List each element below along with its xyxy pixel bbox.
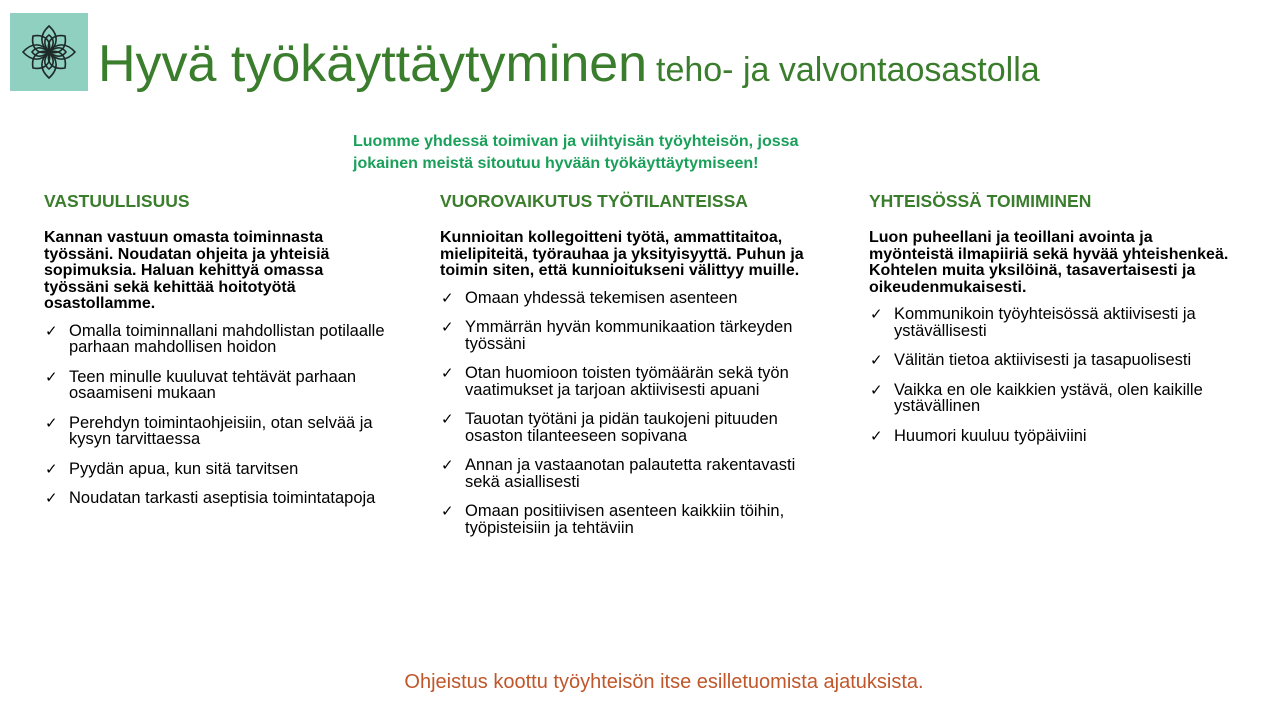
list-item — [440, 365, 815, 398]
check-icon: ✓ — [45, 489, 58, 507]
logo — [10, 13, 88, 91]
check-icon: ✓ — [45, 413, 58, 432]
ornamental-flower-icon — [10, 13, 88, 91]
column-vastuullisuus — [44, 190, 384, 520]
column-intro: Luon puheellani ja teoillani avointa ja myönteistä ilmapiiriä sekä hyvää yhteishenkeä. Kohtelen muita yksilöinä, tasavertaisesti ja oikeudenmukaisesti. — [869, 229, 1229, 296]
column-vuorovaikutus — [440, 190, 815, 549]
check-icon: ✓ — [441, 288, 454, 307]
list-item — [44, 323, 399, 356]
list-item — [440, 503, 815, 536]
footer-note: Ohjeistus koottu työyhteisön itse esilletuomista ajatuksista. — [404, 671, 924, 693]
list-item — [869, 306, 1239, 339]
list-item — [869, 352, 1239, 369]
list-item-text: Omalla toiminnallani mahdollistan potilaalle parhaan mahdollisen hoidon — [69, 321, 385, 356]
tagline-line-2: jokainen meistä sitoutuu hyvään työkäyttäytymiseen! — [353, 155, 759, 172]
list-item — [440, 457, 815, 490]
check-icon: ✓ — [441, 318, 454, 336]
column-heading: VUOROVAIKUTUS TYÖTILANTEISSA — [440, 191, 748, 211]
list-item — [869, 382, 1239, 415]
page-title — [98, 35, 1040, 93]
column-heading: YHTEISÖSSÄ TOIMIMINEN — [869, 191, 1092, 211]
list-item-text: Pyydän apua, kun sitä tarvitsen — [69, 459, 299, 478]
check-icon: ✓ — [45, 321, 58, 340]
title-sub: teho- ja valvontaosastolla — [656, 51, 1040, 89]
list-item — [44, 461, 399, 478]
column-heading: VASTUULLISUUS — [44, 191, 190, 211]
check-icon: ✓ — [441, 502, 454, 520]
list-item — [44, 369, 399, 402]
list-item-text: Omaan yhdessä tekemisen asenteen — [465, 288, 738, 307]
title-main: Hyvä työkäyttäytyminen — [98, 35, 648, 93]
list-item-text: Kommunikoin työyhteisössä aktiivisesti ja ystävällisesti — [894, 305, 1196, 340]
list-item-text: Teen minulle kuuluvat tehtävät parhaan osaamiseni mukaan — [69, 367, 357, 402]
list-item-text: Tauotan työtäni ja pidän taukojeni pituuden osaston tilanteeseen sopivana — [465, 410, 778, 445]
list-item — [440, 411, 815, 444]
list-item — [44, 415, 399, 448]
bullet-list — [440, 290, 815, 537]
check-icon: ✓ — [870, 380, 883, 399]
column-intro: Kannan vastuun omasta toiminnasta työssäni. Noudatan ohjeita ja yhteisiä sopimuksia. Haluan kehittyä omassa työssäni sekä kehittää hoitotyötä osastollamme. — [44, 229, 330, 312]
list-item — [440, 319, 815, 352]
check-icon: ✓ — [441, 456, 454, 474]
list-item-text: Otan huomioon toisten työmäärän sekä työn vaatimukset ja tarjoan aktiivisesti apuani — [465, 364, 789, 399]
check-icon: ✓ — [45, 367, 58, 386]
column-intro: Kunnioitan kollegoitteni työtä, ammattitaitoa, mielipiteitä, työrauhaa ja yksityisyyttä. Puhun ja toimin siten, että kunnioitukseni välittyy muille. — [440, 229, 804, 279]
column-yhteisossa-toimiminen — [869, 190, 1239, 457]
list-item-text: Ymmärrän hyvän kommunikaation tärkeyden työssäni — [465, 318, 793, 353]
list-item-text: Annan ja vastaanotan palautetta rakentavasti sekä asiallisesti — [465, 456, 796, 491]
check-icon: ✓ — [870, 426, 883, 445]
check-icon: ✓ — [441, 410, 454, 428]
list-item-text: Vaikka en ole kaikkien ystävä, olen kaikille ystävällinen — [894, 380, 1203, 415]
check-icon: ✓ — [870, 351, 883, 369]
check-icon: ✓ — [45, 459, 58, 478]
list-item-text: Noudatan tarkasti aseptisia toimintatapoja — [69, 489, 376, 507]
bullet-list — [869, 306, 1239, 444]
check-icon: ✓ — [441, 364, 454, 382]
list-item — [44, 490, 399, 507]
tagline — [353, 131, 893, 175]
list-item-text: Perehdyn toimintaohjeisiin, otan selvää ja kysyn tarvittaessa — [69, 413, 373, 448]
check-icon: ✓ — [870, 305, 883, 323]
list-item-text: Huumori kuuluu työpäiviini — [894, 426, 1087, 445]
bullet-list — [44, 323, 384, 507]
list-item — [869, 428, 1239, 445]
tagline-line-1: Luomme yhdessä toimivan ja viihtyisän työyhteisön, jossa — [353, 133, 799, 150]
list-item — [440, 290, 815, 307]
list-item-text: Omaan positiivisen asenteen kaikkiin töihin, työpisteisiin ja tehtäviin — [465, 502, 785, 537]
list-item-text: Välitän tietoa aktiivisesti ja tasapuolisesti — [894, 351, 1192, 369]
